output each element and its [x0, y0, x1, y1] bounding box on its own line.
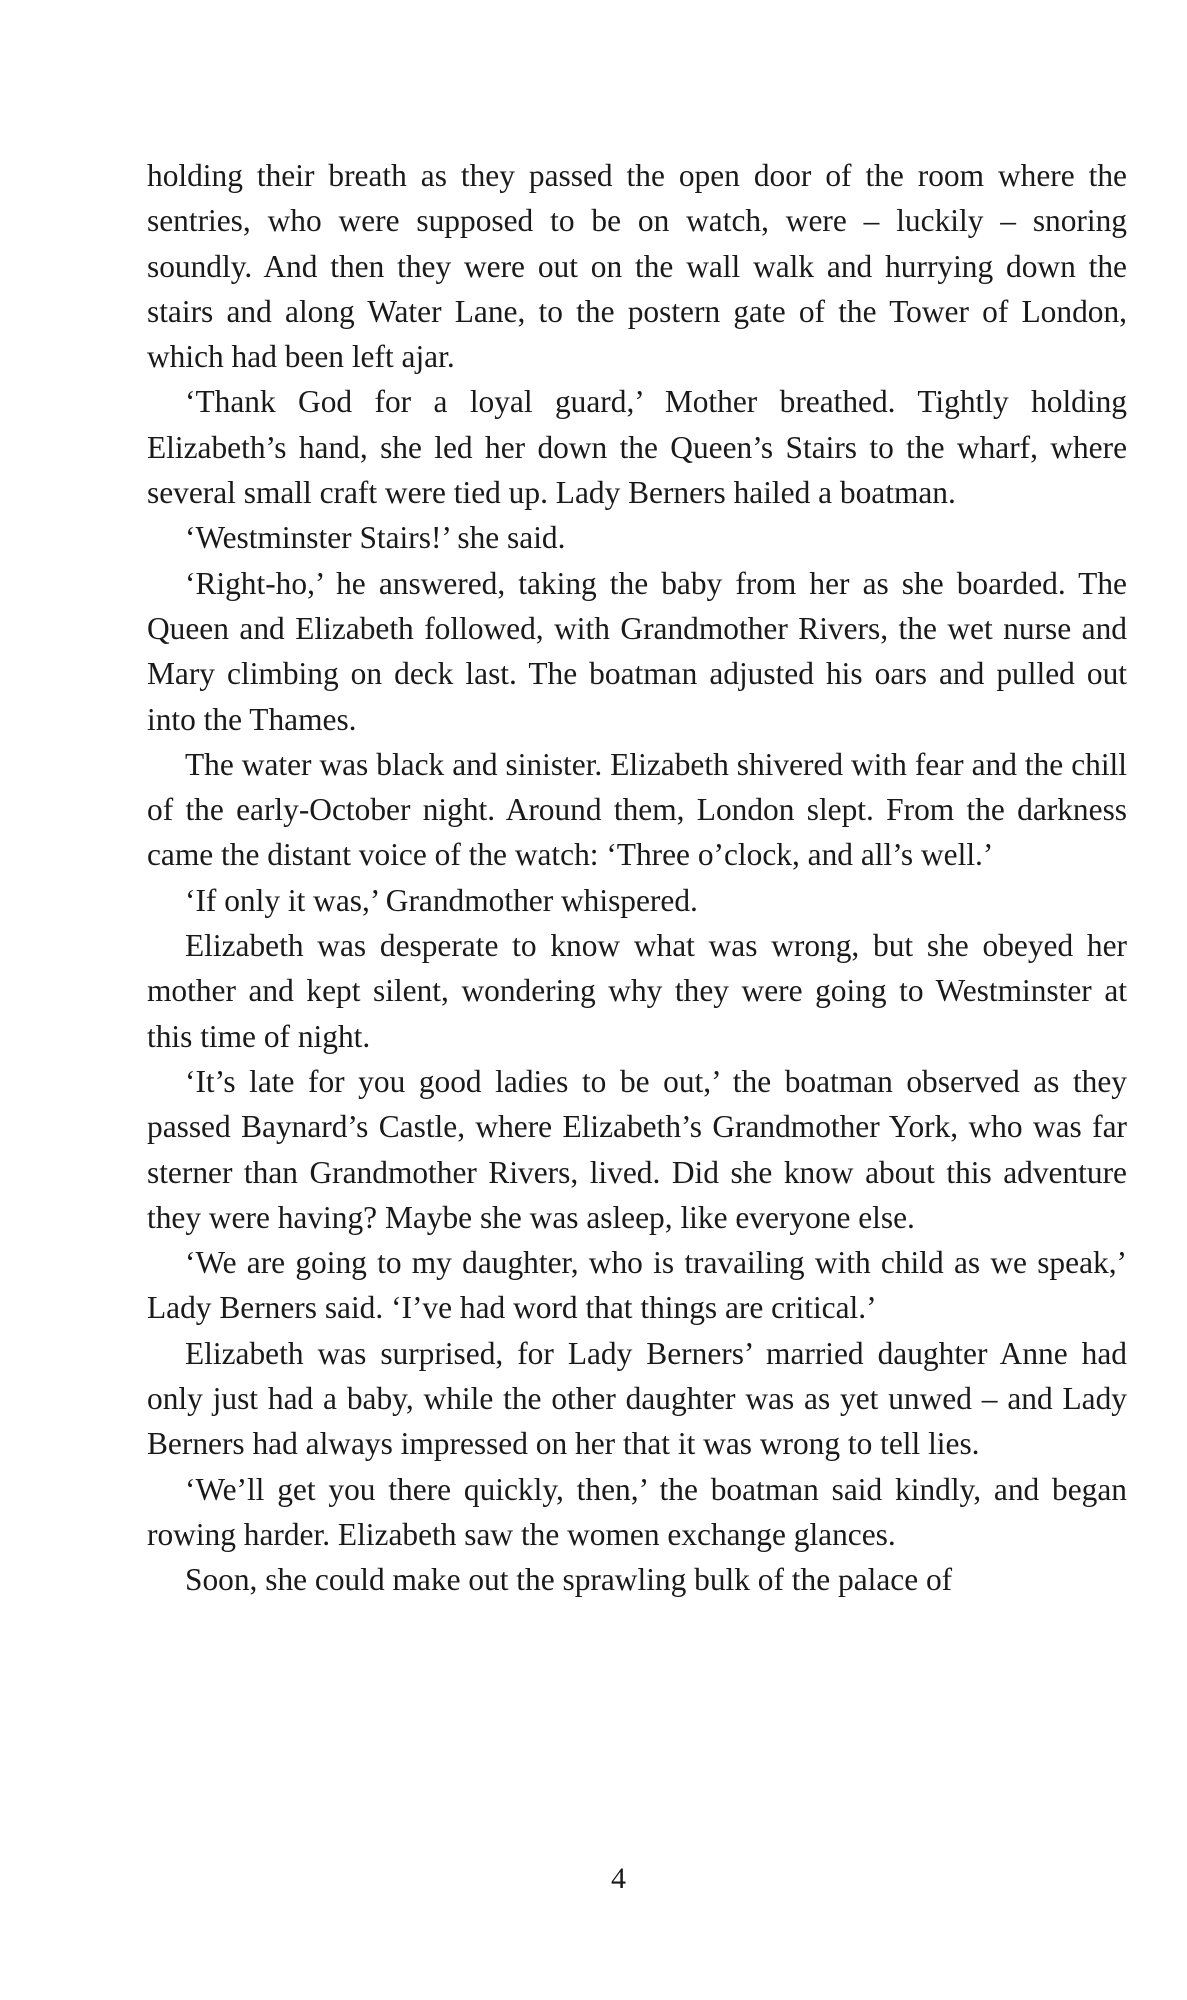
paragraph-6: ‘If only it was,’ Grandmother whispered. [185, 882, 698, 918]
paragraph-2: ‘Thank God for a loyal guard,’ Mother breathed. Tightly holding Elizabeth’s hand, she led her down the Queen’s Stairs to the wharf, where several small craft were tied up. Lady Berners hailed a boatman. [147, 384, 1127, 511]
paragraph-9: ‘We are going to my daughter, who is travailing with child as we speak,’ Lady Berners said. ‘I’ve had word that things are critical.’ [147, 1245, 1127, 1326]
paragraph-11: ‘We’ll get you there quickly, then,’ the boatman said kindly, and began rowing harder. Elizabeth saw the women exchange glances. [147, 1471, 1127, 1552]
paragraph-1: holding their breath as they passed the open door of the room where the sentries, who were supposed to be on watch, were – luckily – snoring soundly. And then they were out on the wall walk and hurrying down the stairs and along Water Lane, to the postern gate of the Tower of London, which had been left ajar. [147, 158, 1127, 375]
paragraph-7: Elizabeth was desperate to know what was wrong, but she obeyed her mother and kept silent, wondering why they were going to Westminster at this time of night. [147, 928, 1127, 1054]
page-number: 4 [611, 1862, 626, 1895]
paragraph-3: ‘Westminster Stairs!’ she said. [185, 520, 566, 556]
paragraph-8: ‘It’s late for you good ladies to be out,’ the boatman observed as they passed Baynard’s Castle, where Elizabeth’s Grandmother York, who was far sterner than Grandmother Rivers, lived. Did she know about this adventure they were having? Maybe she was asleep, like everyone else. [147, 1063, 1127, 1235]
paragraph-4: ‘Right-ho,’ he answered, taking the baby from her as she boarded. The Queen and Elizabeth followed, with Grandmother Rivers, the wet nurse and Mary climbing on deck last. The boatman adjusted his oars and pulled out into the Thames. [147, 565, 1127, 737]
paragraph-10: Elizabeth was surprised, for Lady Berners’ married daughter Anne had only just had a baby, while the other daughter was as yet unwed – and Lady Berners had always impressed on her that it was wrong to tell lies. [147, 1335, 1127, 1462]
paragraph-12: Soon, she could make out the sprawling bulk of the palace of [185, 1562, 953, 1598]
paragraph-5: The water was black and sinister. Elizabeth shivered with fear and the chill of the early-October night. Around them, London slept. From the darkness came the distant voice of the watch: ‘Three o’clock, and all’s well.’ [147, 746, 1127, 873]
body-text [147, 153, 1127, 1603]
